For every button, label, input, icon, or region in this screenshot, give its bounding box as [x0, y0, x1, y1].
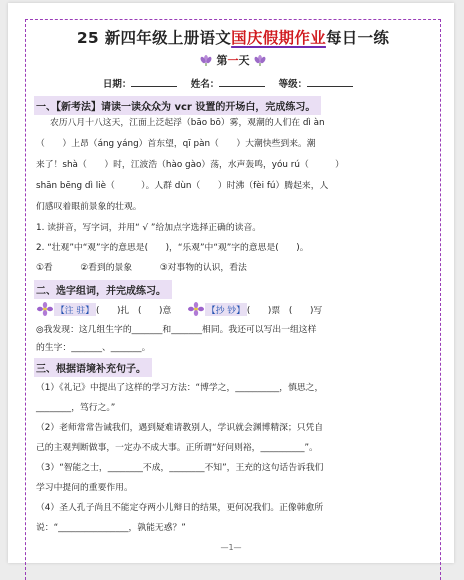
- section-2-heading: 二、选字组词，并完成练习。: [34, 280, 172, 299]
- grade-label: 等级：: [278, 79, 308, 90]
- context-line: 说：“________________，孰能无惑？”: [36, 523, 186, 533]
- context-line: （3）“智能之士，________不成，________不知”，王充的这句话告诉我们: [36, 463, 324, 473]
- discover-line-2: 的生字：_______、_______。: [36, 343, 151, 353]
- context-line: ________，笃行之。”: [36, 403, 116, 413]
- blanks-1: ( )扎 ( )意: [95, 306, 172, 316]
- day-prefix: 第: [216, 54, 228, 67]
- options-row: [36, 260, 247, 273]
- title-prefix: 25 新四年级上册语文: [76, 29, 232, 47]
- name-field[interactable]: [219, 78, 265, 87]
- context-line: （4）圣人孔子尚且不能定夺两小儿辩日的结果，更何况我们。正像韩愈所: [36, 503, 324, 513]
- name-label: 姓名：: [190, 79, 220, 90]
- dashed-frame: [25, 19, 441, 580]
- context-line: 学习中提问的重要作用。: [36, 483, 133, 493]
- passage-line: 农历八月十八这天，江面上泛起浮（bāo bō）雾，观潮的人们在 dì àn: [50, 118, 325, 128]
- page-title: [26, 26, 440, 48]
- flower-icon: [253, 54, 267, 66]
- question-1: 1. 读拼音，写字词，并用“ √ ”给加点字选择正确的读音。: [36, 223, 262, 233]
- discover-line: ◎我发现：这几组生字的_______和_______相同。我还可以写出一组这样: [36, 325, 317, 335]
- day-suffix: 天: [238, 54, 250, 67]
- date-field[interactable]: [131, 78, 177, 87]
- word-choice-row: [36, 302, 322, 316]
- day-number: 一: [227, 54, 239, 67]
- context-line: （2）老师常常告诫我们，遇到疑难请教别人，学识就会渊博精深；只凭自: [36, 423, 324, 433]
- option-3: ③对事物的认识，看法: [159, 263, 247, 273]
- option-2: ②看到的景象: [80, 263, 133, 273]
- grade-field[interactable]: [307, 78, 353, 87]
- passage-line: 们感叹着眼前景象的壮观。: [36, 202, 142, 212]
- passage-line: shān bēng dì liè（ ）。人群 dùn（ ）时沸（fèi fú）腾起来，人: [36, 181, 329, 191]
- context-line: （1）《礼记》中提出了这样的学习方法：“博学之，__________，慎思之，: [36, 383, 324, 393]
- passage-line: 来了！shà（ ）时，江波浩（hào gào）荡，水声轰鸣，yóu rú（ ）: [36, 160, 344, 170]
- day-heading: [26, 52, 440, 68]
- flower-icon: [187, 302, 205, 316]
- flower-icon: [199, 54, 213, 66]
- context-line: 己的主观判断做事，一定办不成大事。正所谓“好问则裕，__________”。: [36, 443, 318, 453]
- title-suffix: 每日一练: [325, 29, 390, 47]
- section-1-heading: 一、【新考法】请读一读众众为 vcr 设置的开场白，完成练习。: [34, 96, 321, 115]
- date-label: 日期：: [102, 79, 132, 90]
- section-3-heading: 三、根据语境补充句子。: [34, 358, 152, 377]
- passage-line: （ ）上昂（áng yáng）首东望，qī pàn（ ）大潮快些到来。潮: [36, 139, 316, 149]
- blanks-2: ( )票 ( )写: [246, 306, 323, 316]
- page-number: —1—: [220, 543, 242, 552]
- flower-icon: [36, 302, 54, 316]
- document-page: [8, 3, 454, 563]
- student-info-row: [26, 76, 440, 90]
- title-highlight: 国庆假期作业: [231, 29, 326, 47]
- char-choice-2: 【抄 钞】: [205, 303, 247, 316]
- char-choice-1: 【注 驻】: [54, 303, 96, 316]
- option-1: ①看: [36, 263, 53, 273]
- question-2: 2. “壮观”中“观”字的意思是( )，“乐观”中“观”字的意思是( )。: [36, 243, 309, 253]
